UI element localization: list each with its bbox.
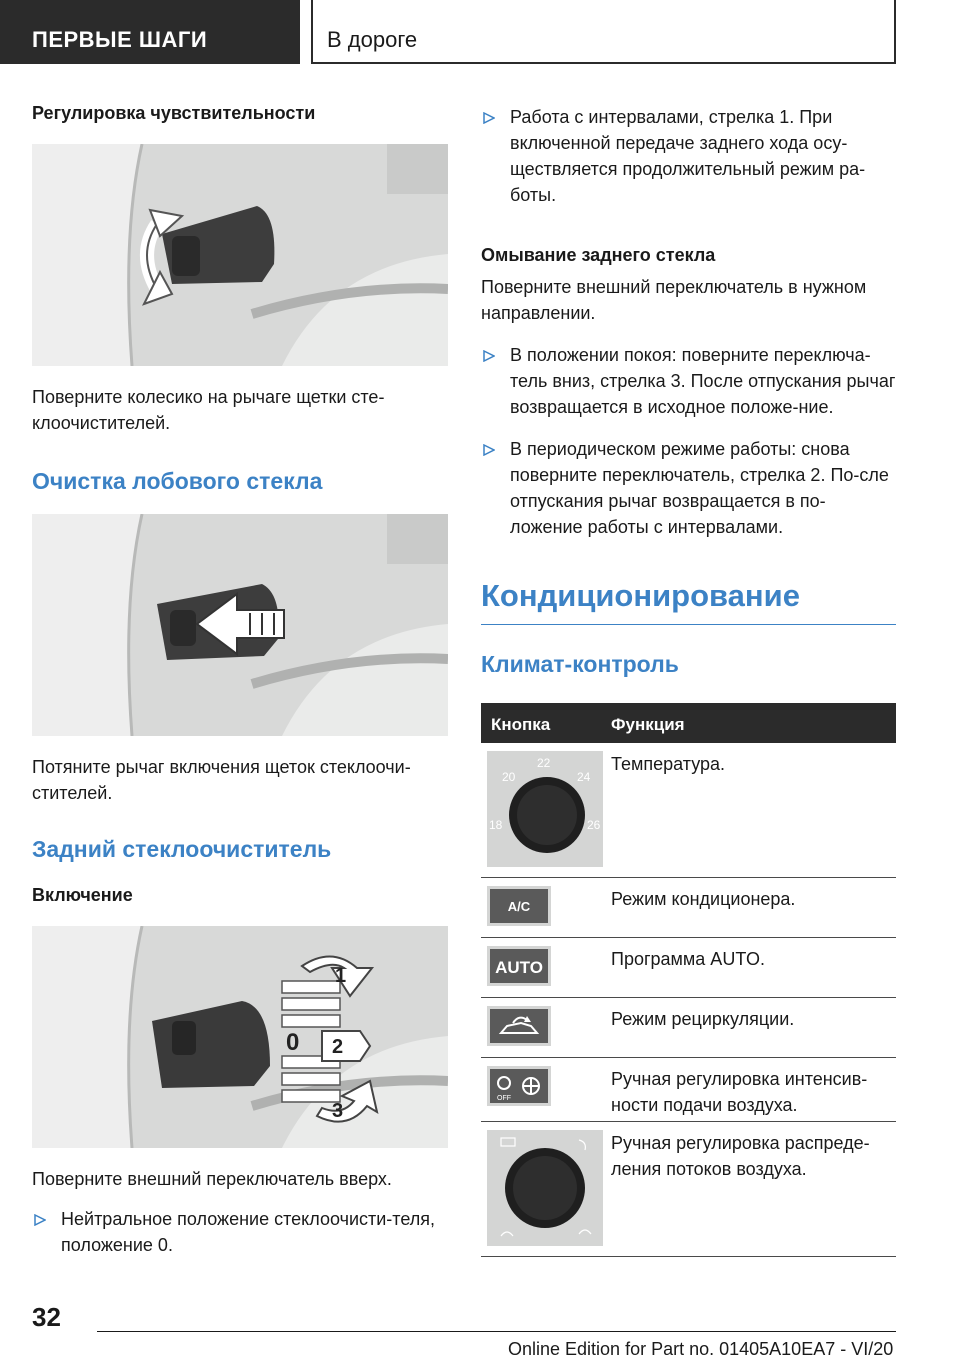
function-air-distribution: Ручная регулировка распреде-ления потоков воздуха.: [611, 1133, 870, 1179]
heading-switch-on: Включение: [32, 885, 133, 905]
auto-button-icon: [487, 946, 551, 991]
function-auto: Программа AUTO.: [611, 949, 765, 969]
ac-button-label: A/C: [507, 899, 531, 914]
heading-sensitivity: Регулировка чувствительности: [32, 103, 316, 123]
header-chapter-label: В дороге: [327, 27, 418, 52]
bullet-interval-text: Работа с интервалами, стрелка 1. При включенной передаче заднего хода осу-ществляется продолжительный режим ра-боты.: [510, 107, 866, 205]
table-row: [481, 878, 896, 938]
dial-label-22: 22: [537, 756, 551, 770]
function-temperature: Температура.: [611, 754, 726, 774]
auto-button-label: AUTO: [495, 958, 543, 977]
dial-label-24: 24: [577, 770, 591, 784]
bullet-triangle-icon: [34, 1214, 46, 1226]
wiper-sensitivity-illustration: [32, 144, 448, 366]
rear-wiper-illustration: [32, 926, 448, 1148]
table-row: [481, 938, 896, 998]
heading-climate-control: Климат-контроль: [481, 651, 679, 677]
table-row: [481, 743, 896, 878]
climate-table: [481, 703, 896, 1257]
bullet-neutral-position: [32, 1206, 448, 1258]
header-section-label: ПЕРВЫЕ ШАГИ: [32, 27, 208, 52]
table-header: [481, 703, 896, 743]
page-number: 32: [32, 1302, 61, 1332]
photo-rear-wiper: [32, 926, 448, 1148]
bullet-neutral-text: Нейтральное положение стеклоочисти-теля, положение 0.: [61, 1209, 436, 1255]
text-sensitivity: Поверните колесико на рычаге щетки сте-клоочистителей.: [32, 387, 385, 433]
function-recirculation: Режим рециркуляции.: [611, 1009, 795, 1029]
ac-button-icon: [487, 886, 551, 931]
text-rear-wiper: Поверните внешний переключатель вверх.: [32, 1169, 392, 1189]
rear-wiper-arrow-2-label: 2: [332, 1036, 344, 1058]
right-column: [481, 100, 896, 1257]
bullet-triangle-icon: [483, 350, 495, 362]
rear-wiper-arrow-1-label: 1: [335, 965, 347, 987]
heading-rear-wash: Омывание заднего стекла: [481, 245, 716, 265]
rear-wiper-position-0-label: 0: [286, 1029, 300, 1056]
bullet-periodic-text: В периодическом режиме работы: снова поверните переключатель, стрелка 2. По-сле отпускания рычаг возвращается в по-ложение работы с интервалами.: [510, 439, 889, 537]
heading-air-conditioning: Кондиционирование: [481, 576, 896, 625]
table-row: [481, 1058, 896, 1122]
bullet-rest-position: [481, 342, 896, 420]
header-chapter-box: [311, 0, 896, 64]
fan-button-icon: [487, 1066, 551, 1111]
text-windshield: Потяните рычаг включения щеток стеклоочи-стителей.: [32, 757, 411, 803]
text-rear-wash: Поверните внешний переключатель в нужном направлении.: [481, 277, 867, 323]
photo-windshield-wiper: [32, 514, 448, 736]
dial-label-26: 26: [587, 818, 601, 832]
windshield-wiper-illustration: [32, 514, 448, 736]
footer-edition: Online Edition for Part no. 01405A10EA7 - VI/20: [508, 1339, 894, 1359]
table-header-function: Функция: [611, 715, 685, 734]
table-row: [481, 998, 896, 1058]
bullet-triangle-icon: [483, 444, 495, 456]
function-ac: Режим кондиционера.: [611, 889, 796, 909]
left-column: [32, 100, 448, 1258]
bullet-interval-mode: [481, 104, 896, 208]
bullet-triangle-icon: [483, 112, 495, 124]
bullet-periodic-mode: [481, 436, 896, 540]
rear-wiper-arrow-3-label: 3: [332, 1100, 344, 1122]
fan-off-label: OFF: [497, 1095, 511, 1102]
function-fan: Ручная регулировка интенсив-ности подачи воздуха.: [611, 1069, 868, 1115]
dial-label-18: 18: [489, 818, 503, 832]
temperature-dial-icon: [487, 751, 603, 872]
heading-windshield: Очистка лобового стекла: [32, 468, 323, 494]
heading-rear-wiper: Задний стеклоочиститель: [32, 836, 332, 862]
photo-wiper-sensitivity: [32, 144, 448, 366]
air-distribution-dial-icon: [487, 1130, 603, 1251]
table-row: [481, 1122, 896, 1257]
header-section-tab: [0, 0, 300, 64]
dial-label-20: 20: [502, 770, 516, 784]
bullet-rest-text: В положении покоя: поверните переключа-тель вниз, стрелка 3. После отпускания рычаг возвращается в исходное положе-ние.: [510, 345, 896, 417]
table-header-button: Кнопка: [491, 715, 551, 734]
footer-divider: [97, 1331, 896, 1332]
recirculation-button-icon: [487, 1006, 551, 1051]
